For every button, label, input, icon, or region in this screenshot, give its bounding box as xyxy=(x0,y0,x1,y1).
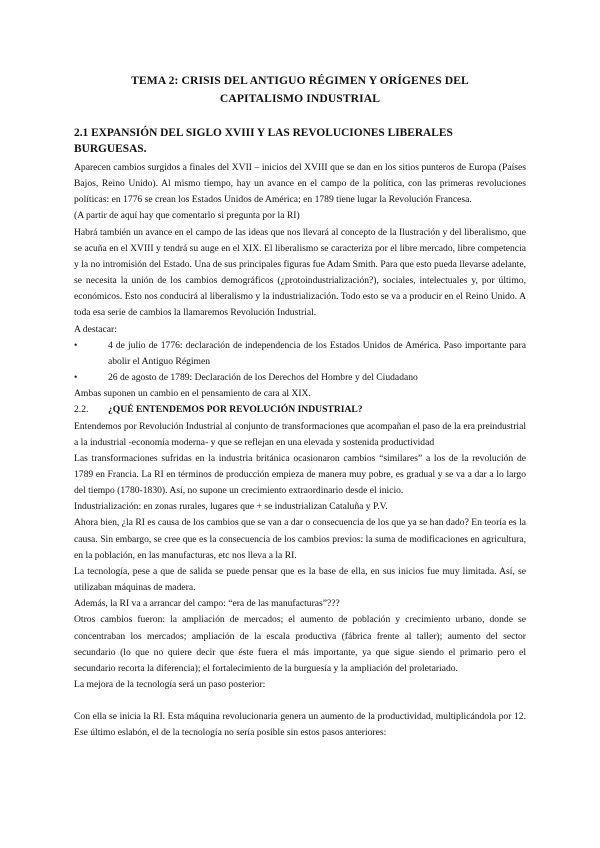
title-line-1: TEMA 2: CRISIS DEL ANTIGUO RÉGIMEN Y ORÍGENES DEL xyxy=(131,74,469,87)
document-title xyxy=(74,72,526,108)
section-1-heading: 2.1 EXPANSIÓN DEL SIGLO XVIII Y LAS REVOLUCIONES LIBERALES BURGUESAS. xyxy=(74,127,453,155)
section-1-paragraph-4: A destacar: xyxy=(74,323,117,335)
bullet-text-1: 4 de julio de 1776: declaración de independencia de los Estados Unidos de América. Paso importante para abolir el Antiguo Régimen xyxy=(108,339,526,367)
section-2-paragraph-6: Además, la RI va a arrancar del campo: “era de las manufacturas”??? xyxy=(74,598,340,610)
title-line-2: CAPITALISMO INDUSTRIAL xyxy=(219,92,381,105)
bullet-icon: • xyxy=(74,339,78,351)
bullet-icon: • xyxy=(74,372,78,384)
section-1-paragraph-3: Habrá también un avance en el campo de las ideas que nos llevará al concepto de la Ilustración y del liberalismo, que se acuña en el XVIII y tendrá su auge en el XIX. El liberalismo se caracteriza por el libre mercado, libre competencia y la no intromisión del Estado. Una de sus principales figuras fue Adam Smith. Para que esto pueda llevarse adelante, se necesita la unión de los cambios demográficos (¿protoindustrialización?), sociales, intelectuales y, por último, económicos. Esto nos conducirá al liberalismo y la industrialización. Todo esto se va a producir en el Reino Unido. A toda esa serie de cambios la llamaremos Revolución Industrial. xyxy=(74,226,526,319)
blank-line xyxy=(74,693,526,709)
section-2-paragraph-1: Entendemos por Revolución Industrial al conjunto de transformaciones que acompañan el paso de la era preindustrial a la industrial -economía moderna- y que se reflejan en una elevada y sostenida productividad xyxy=(74,420,526,448)
section-2-paragraph-5: La tecnología, pese a que de salida se puede pensar que es la base de ella, en sus inicios fue muy limitada. Así, se utilizaban máquinas de madera. xyxy=(74,565,526,594)
section-1-paragraph-5: Ambas suponen un cambio en el pensamiento de cara al XIX. xyxy=(74,388,311,400)
section-2-paragraph-4: Ahora bien, ¿la RI es causa de los cambios que se van a dar o consecuencia de los que ya se han dado? En teoría es la causa. Sin embargo, se cree que es la consecuencia de los cambios previos: la suma de modificaciones en agricultura, en la población, en las manufacturas, etc nos lleva a la RI. xyxy=(74,517,526,561)
section-2-title: ¿QUÉ ENTENDEMOS POR REVOLUCIÓN INDUSTRIAL? xyxy=(108,404,363,416)
section-2-number: 2.2. xyxy=(74,404,89,416)
section-1-paragraph-2: (A partir de aquí hay que comentarlo si pregunta por la RI) xyxy=(74,210,300,222)
bullet-item-1 xyxy=(74,338,526,370)
section-1-paragraph-1: Aparecen cambios surgidos a finales del XVII – inicios del XVIII que se dan en los sitios punteros de Europa (Países Bajos, Reino Unido). Al mismo tiempo, hay un avance en el campo de la política, con las primeras revoluciones políticas: en 1776 se crean los Estados Unidos de América; en 1789 tiene lugar la Revolución Francesa. xyxy=(74,162,526,206)
bullet-text-2: 26 de agosto de 1789: Declaración de los Derechos del Hombre y del Ciudadano xyxy=(108,372,418,384)
section-2-paragraph-9: Con ella se inicia la RI. Esta máquina revolucionaria genera un aumento de la productividad, multiplicándola por 12. Ese último eslabón, el de la tecnología no sería posible sin estos pasos anteriores: xyxy=(74,711,526,739)
section-2-paragraph-3: Industrialización: en zonas rurales, lugares que + se industrializan Cataluña y P.V. xyxy=(74,501,388,513)
section-2-paragraph-7: Otros cambios fueron: la ampliación de mercados; el aumento de población y crecimiento urbano, donde se concentraban los mercados; ampliación de la escala productiva (fábrica frente al taller); aumento del sector secundario (lo que no quiere decir que éste fuera el más importante, ya que sigue siendo el primario pero el secundario recorta la diferencia); el fortalecimiento de la burguesía y la ampliación del proletariado. xyxy=(74,614,526,674)
section-2-paragraph-8: La mejora de la tecnología será un paso posterior: xyxy=(74,679,266,690)
section-2-paragraph-2: Las transformaciones sufridas en la industria británica ocasionaron cambios “similares” a los de la revolución de 1789 en Francia. La RI en términos de producción empieza de manera muy pobre, es gradual y se va a dar a lo largo del tiempo (1780-1830). Así, no supone un crecimiento extraordinario desde el inicio. xyxy=(74,452,526,497)
section-2-heading xyxy=(74,402,526,418)
document-body xyxy=(74,72,526,741)
bullet-item-2 xyxy=(74,370,526,386)
